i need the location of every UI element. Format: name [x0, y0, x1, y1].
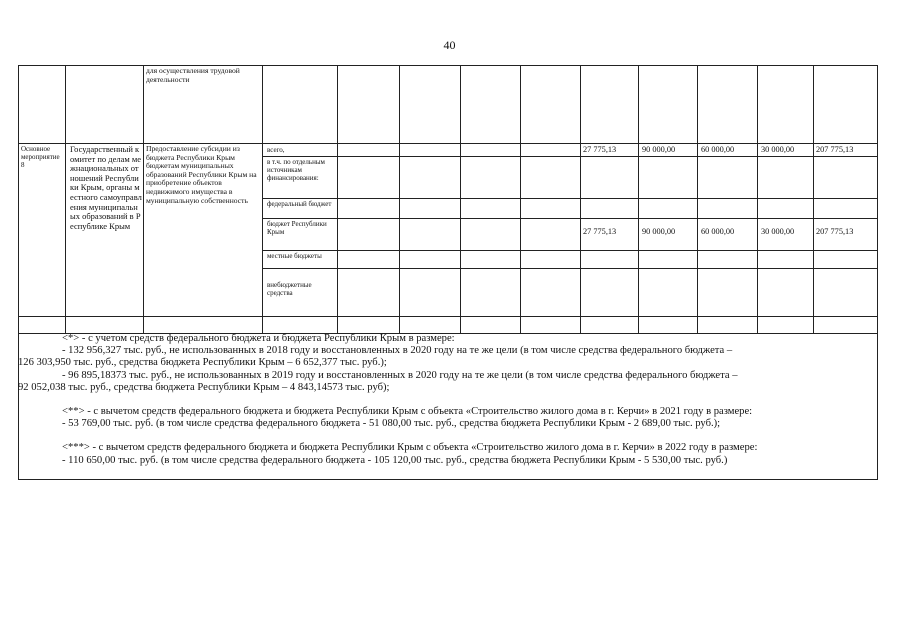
footnotes: [18, 333, 878, 467]
note-1-line-a2: 126 303,950 тыс. руб., средства бюджета Республики Крым – 6 652,377 тыс. руб.);: [18, 357, 387, 369]
note-1-line-b1: - 96 895,18373 тыс. руб., не использованных в 2019 году и восстановленных в 2020 году на те же цели (в том числе средства федерального бюджета –: [62, 369, 738, 381]
note-2-title: <**> - с вычетом средств федерального бюджета и бюджета Республики Крым с объекта «Строительство жилого дома в г. Керчи» в 2021 году в размере:: [62, 406, 753, 418]
source-label-total: всего,: [267, 146, 285, 154]
page-number: 40: [443, 38, 456, 52]
republic-value-5: 207 775,13: [816, 227, 854, 236]
source-label-breakdown: в т.ч. по отдельным источникам финансирования:: [267, 158, 325, 182]
note-3-line-a: - 110 650,00 тыс. руб. (в том числе средства федерального бюджета - 105 120,00 тыс. руб., средства бюджета Республики Крым - 5 530,00 тыс. руб.): [62, 454, 728, 466]
republic-value-3: 60 000,00: [701, 227, 735, 236]
source-label-local: местные бюджеты: [267, 252, 322, 260]
total-value-3: 60 000,00: [701, 145, 735, 154]
top-description-cell: для осуществления трудовой деятельности: [146, 67, 240, 84]
republic-value-2: 90 000,00: [642, 227, 676, 236]
note-1-title: <*> - с учетом средств федерального бюджета и бюджета Республики Крым в размере:: [62, 333, 455, 344]
measure-label: Основное мероприятие 8: [21, 145, 60, 169]
description-cell: Предоставление субсидии из бюджета Республики Крым бюджетам муниципальных образований Республики Крым на приобретение объектов недвижимого имущества в муниципальную собственность: [146, 145, 257, 205]
note-3-title: <***> - с вычетом средств федерального бюджета и бюджета Республики Крым с объекта «Строительство жилого дома в г. Керчи» в 2022 году в размере:: [62, 442, 758, 454]
note-1-line-a1: - 132 956,327 тыс. руб., не использованных в 2018 году и восстановленных в 2020 году на те же цели (в том числе средства федерального бюджета –: [62, 345, 733, 357]
total-value-4: 30 000,00: [761, 145, 795, 154]
note-1-line-b2: 92 052,038 тыс. руб., средства бюджета Республики Крым – 4 843,14573 тыс. руб);: [18, 381, 390, 393]
republic-value-4: 30 000,00: [761, 227, 795, 236]
total-value-1: 27 775,13: [583, 145, 617, 154]
source-label-federal: федеральный бюджет: [267, 200, 332, 208]
source-label-offbudget: внебюджетные средства: [267, 281, 312, 297]
source-label-republic: бюджет Республики Крым: [267, 220, 327, 236]
total-value-2: 90 000,00: [642, 145, 676, 154]
note-2-line-a: - 53 769,00 тыс. руб. (в том числе средства федерального бюджета - 51 080,00 тыс. руб., средства бюджета Республики Крым - 2 689,00 тыс. руб.);: [62, 418, 721, 430]
republic-value-1: 27 775,13: [583, 227, 617, 236]
total-value-5: 207 775,13: [816, 145, 854, 154]
executor-cell: Государственный комитет по делам межнациональных отношений Республики Крым, органы местного самоуправления муниципальных образований в Республике Крым: [70, 145, 142, 231]
